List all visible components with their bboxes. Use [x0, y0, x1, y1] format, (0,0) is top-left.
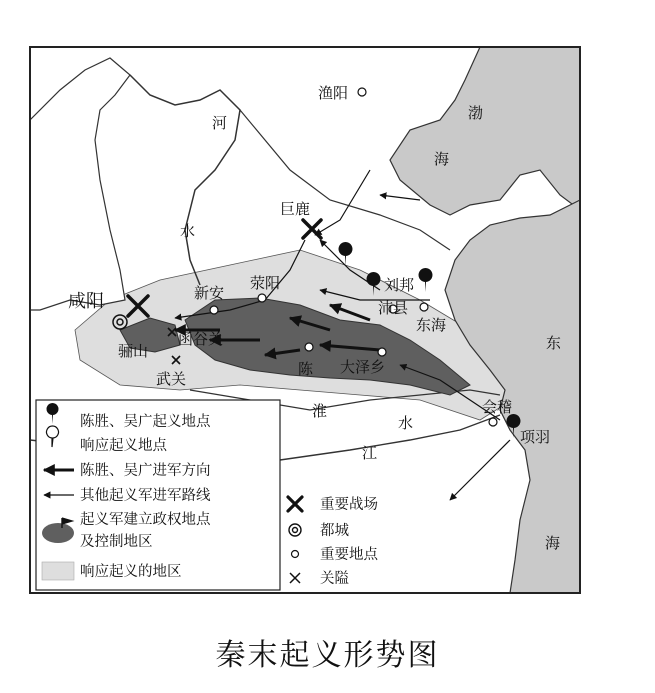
label-julu: 巨鹿 [280, 200, 311, 218]
label-huai: 淮 [312, 402, 328, 420]
label-xianyang: 咸阳 [68, 291, 104, 312]
label-dazexiang: 大泽乡 [340, 358, 386, 376]
label-wuguan: 武关 [156, 370, 187, 388]
legend-uprising-origin: 陈胜、吴广起义地点 [80, 414, 211, 430]
legend-other-army: 其他起义军进军路线 [80, 488, 211, 504]
legend-regime: 起义军建立政权地点 [80, 512, 211, 528]
label-hai-bohai: 海 [434, 150, 450, 168]
label-hanguguan: 函谷关 [178, 330, 224, 348]
label-liubang: 刘邦 [384, 276, 415, 294]
label-peixian: 沛县 [378, 299, 409, 317]
label-jiang: 江 [362, 444, 378, 462]
label-xinan: 新安 [194, 284, 225, 302]
legend-pass: 关隘 [320, 571, 349, 587]
legend-response-uprising: 响应起义地点 [80, 438, 167, 454]
legend-control-area: 及控制地区 [80, 534, 153, 550]
legend-place: 重要地点 [320, 547, 378, 563]
map-title: 秦末起义形势图 [215, 638, 440, 673]
label-chen: 陈 [298, 360, 314, 378]
label-xingyang: 荥阳 [250, 274, 281, 292]
label-kuaiji: 会稽 [482, 398, 513, 416]
label-donghai: 东海 [416, 316, 447, 334]
place-legend-icon [292, 551, 299, 558]
label-yuyang: 渔阳 [318, 84, 349, 102]
label-xiangyu: 项羽 [520, 428, 551, 446]
label-shui-he: 水 [180, 222, 196, 240]
label-hai-east: 海 [545, 534, 561, 552]
legend-response-area: 响应起义的地区 [80, 564, 182, 580]
label-dong: 东 [546, 334, 562, 352]
legend-battlefield: 重要战场 [320, 497, 378, 513]
legend-capital: 都城 [320, 523, 349, 539]
label-he: 河 [212, 114, 228, 132]
regime-control-icon [42, 523, 74, 543]
response-area-swatch [42, 562, 74, 580]
label-shui-huai: 水 [398, 414, 414, 432]
label-lishan: 骊山 [118, 342, 149, 360]
legend-chen-wu-advance: 陈胜、吴广进军方向 [80, 463, 211, 479]
label-bo: 渤 [468, 104, 484, 122]
